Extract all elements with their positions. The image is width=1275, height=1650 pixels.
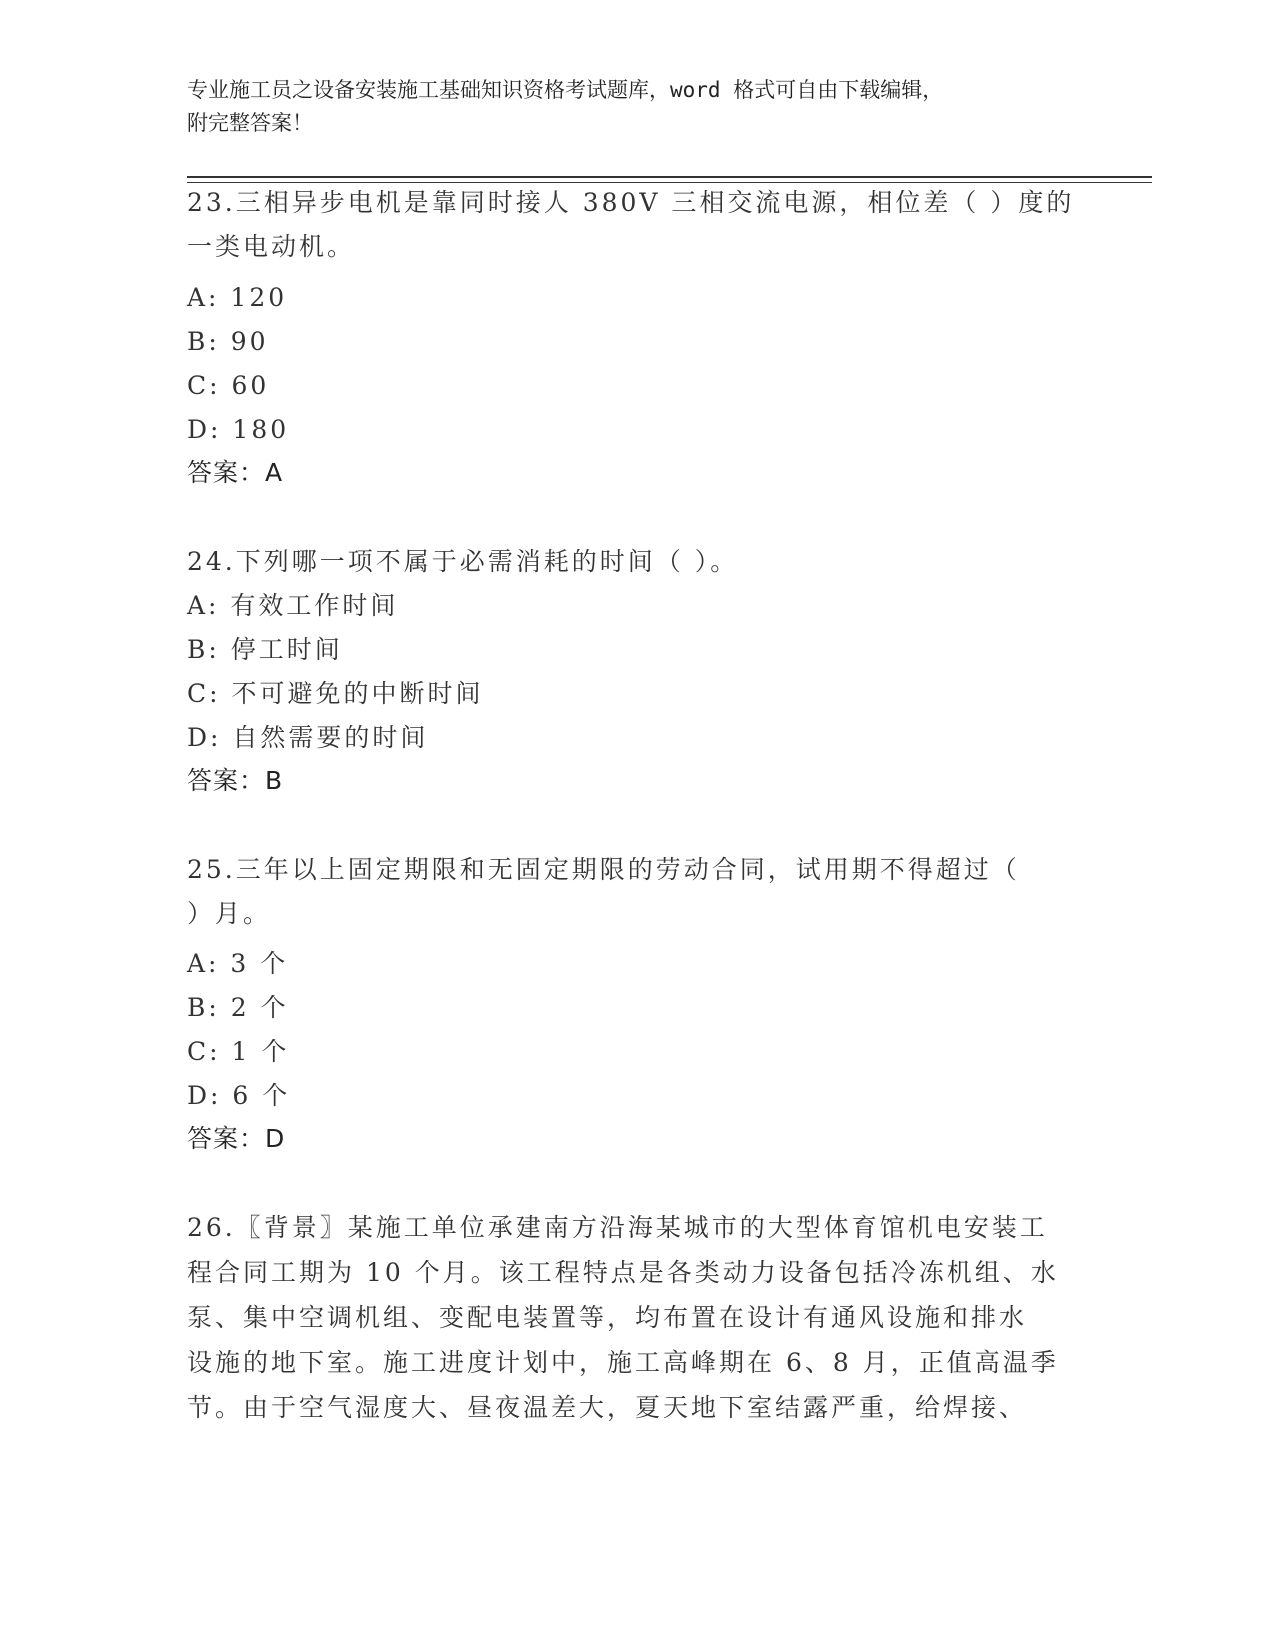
option-c: C: 60	[187, 371, 270, 400]
document-header	[187, 74, 1067, 140]
option-a: A: 有效工作时间	[187, 591, 399, 620]
question-stem-line: 泵、集中空调机组、变配电装置等，均布置在设计有通风设施和排水	[187, 1303, 1028, 1332]
option-c: C: 1 个	[187, 1037, 290, 1066]
answer-line: 答案：B	[187, 766, 284, 795]
header-line: 专业施工员之设备安装施工基础知识资格考试题库，word 格式可自由下载编辑，	[187, 78, 944, 102]
header-divider-thin	[187, 182, 1152, 183]
header-divider-thick	[187, 176, 1152, 178]
header-line: 附完整答案！	[187, 111, 313, 135]
option-a: A: 3 个	[187, 949, 289, 978]
question-stem-line: ）月。	[187, 899, 272, 928]
option-c: C: 不可避免的中断时间	[187, 679, 484, 708]
option-d: D: 自然需要的时间	[187, 723, 429, 752]
question-stem-line: 25.三年以上固定期限和无固定期限的劳动合同，试用期不得超过（	[187, 855, 1020, 884]
question-stem-line: 26.〖背景〗某施工单位承建南方沿海某城市的大型体育馆机电安装工	[187, 1213, 1048, 1242]
option-a: A: 120	[187, 283, 288, 312]
answer-line: 答案：D	[187, 1124, 286, 1153]
question-stem-line: 24.下列哪一项不属于必需消耗的时间（ ）。	[187, 547, 739, 576]
question-stem-line: 节。由于空气湿度大、昼夜温差大，夏天地下室结露严重，给焊接、	[187, 1393, 1028, 1422]
option-b: B: 停工时间	[187, 635, 343, 664]
option-b: B: 90	[187, 327, 269, 356]
question-stem-line: 一类电动机。	[187, 232, 356, 261]
option-d: D: 180	[187, 415, 290, 444]
option-b: B: 2 个	[187, 993, 289, 1022]
question-stem-line: 23.三相异步电机是靠同时接人 380V 三相交流电源，相位差（ ）度的	[187, 188, 1075, 217]
question-stem-line: 程合同工期为 10 个月。该工程特点是各类动力设备包括冷冻机组、水	[187, 1258, 1059, 1287]
question-stem-line: 设施的地下室。施工进度计划中，施工高峰期在 6、8 月，正值高温季	[187, 1348, 1059, 1377]
option-d: D: 6 个	[187, 1081, 291, 1110]
answer-line: 答案：A	[187, 458, 284, 487]
